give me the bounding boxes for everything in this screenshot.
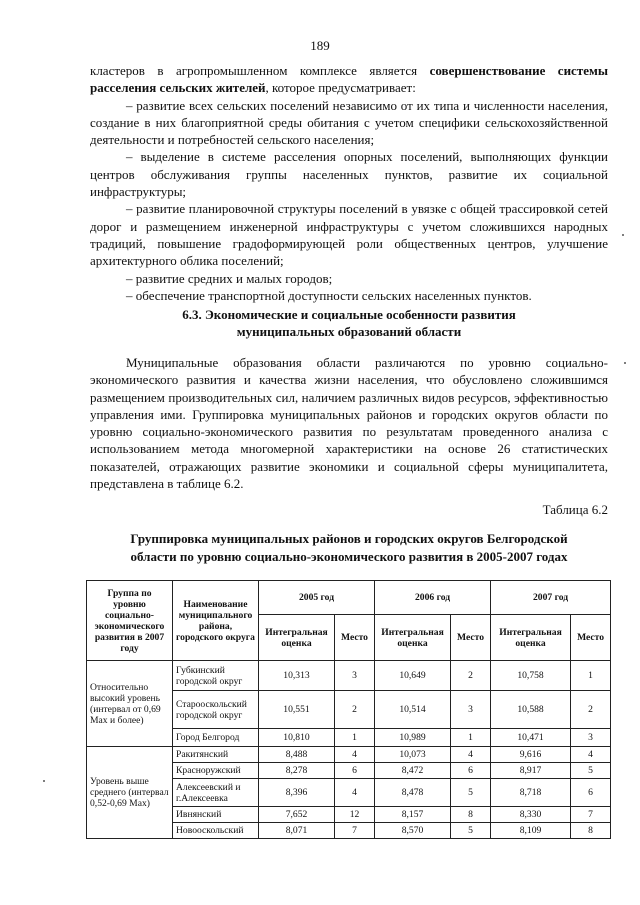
section-heading: 6.3. Экономические и социальные особенности развития муниципальных образований области [182,307,516,339]
header-2007: 2007 год [491,581,611,615]
row-name: Новооскольский [173,823,259,839]
score-2005: 10,551 [259,691,335,729]
place-2007: 2 [571,691,611,729]
score-2005: 10,313 [259,661,335,691]
place-2007: 4 [571,747,611,763]
place-2005: 12 [335,807,375,823]
table-label: Таблица 6.2 [542,502,608,517]
table-title: Группировка муниципальных районов и городских округов Белгородской области по уровню социально-экономического развития в 2005-2007 годах [130,531,568,564]
intro-paragraph: кластеров в агропромышленном комплексе является совершенствование системы расселения сельских жителей, которое предусматривает: [90,63,608,96]
place-2007: 8 [571,823,611,839]
list-item: – выделение в системе расселения опорных поселений, выполняющих функции центров обслуживания группы населенных пунктов, развитие их социальной инфраструктуры; [90,149,608,200]
header-score: Интегральная оценка [259,615,335,661]
place-2006: 1 [451,729,491,747]
header-place: Место [335,615,375,661]
score-2006: 10,649 [375,661,451,691]
header-group: Группа по уровню социально-экономического развития в 2007 году [87,581,173,661]
score-2006: 10,514 [375,691,451,729]
section-paragraph: Муниципальные образования области различаются по уровню социально-экономического развития и качества жизни населения, что обусловлено сложившимся размещением производительных сил, наличием различных видов ресурсов, эффективностью управления ими. Группировка муниципальных районов и городских округов области по уровню социально-экономического развития по результатам проведенного анализа с использованием метода многомерной характеристики на основе 26 статистических показателей, отражающих развитие экономики и социальной сферы муниципалитета, представлена в таблице 6.2. [90,355,608,492]
score-2007: 10,588 [491,691,571,729]
group-label: Уровень выше среднего (интервал 0,52-0,69 Max) [87,747,173,839]
score-2007: 10,758 [491,661,571,691]
data-table [86,580,611,839]
header-2005: 2005 год [259,581,375,615]
page-number: 189 [310,38,330,53]
list-item: – развитие планировочной структуры поселений в увязке с общей трассировкой сетей дорог и размещением инженерной инфраструктуры с учетом сложившихся народных традиций, повышение градоформирующей роли общественных центров, улучшение архитектурного облика поселений; [90,201,608,269]
place-2007: 7 [571,807,611,823]
row-name: Алексеевский и г.Алексеевка [173,779,259,807]
table-row [87,747,611,763]
score-2007: 8,718 [491,779,571,807]
score-2005: 10,810 [259,729,335,747]
score-2006: 10,073 [375,747,451,763]
score-2006: 10,989 [375,729,451,747]
place-2007: 1 [571,661,611,691]
row-name: Губкинский городской округ [173,661,259,691]
score-2005: 8,278 [259,763,335,779]
place-2006: 5 [451,779,491,807]
score-2005: 8,396 [259,779,335,807]
place-2005: 3 [335,661,375,691]
place-2007: 6 [571,779,611,807]
place-2005: 7 [335,823,375,839]
header-score: Интегральная оценка [375,615,451,661]
score-2007: 8,109 [491,823,571,839]
score-2007: 8,917 [491,763,571,779]
place-2006: 4 [451,747,491,763]
row-name: Красноружский [173,763,259,779]
row-name: Ивнянский [173,807,259,823]
place-2005: 4 [335,779,375,807]
place-2006: 3 [451,691,491,729]
place-2006: 5 [451,823,491,839]
score-2005: 8,488 [259,747,335,763]
header-2006: 2006 год [375,581,491,615]
place-2005: 6 [335,763,375,779]
scan-speck [622,234,624,236]
place-2005: 1 [335,729,375,747]
score-2005: 7,652 [259,807,335,823]
list-item: – развитие всех сельских поселений независимо от их типа и численности населения, создание в них благоприятной среды обитания с учетом специфики сельскохозяйственной деятельности и потребностей сельского населения; [90,97,608,148]
score-2007: 8,330 [491,807,571,823]
list-item: – обеспечение транспортной доступности сельских населенных пунктов. [126,287,532,303]
row-name: Город Белгород [173,729,259,747]
table-row [87,661,611,691]
score-2006: 8,472 [375,763,451,779]
place-2005: 4 [335,747,375,763]
scan-speck [43,780,45,782]
header-name: Наименование муниципального района, городского округа [173,581,259,661]
place-2007: 3 [571,729,611,747]
list-item: – развитие средних и малых городов; [126,270,333,286]
place-2005: 2 [335,691,375,729]
scan-speck [624,362,626,364]
intro-text [90,62,608,304]
row-name: Ракитянский [173,747,259,763]
place-2007: 5 [571,763,611,779]
section-text [90,354,608,492]
row-name: Старооскольский городской округ [173,691,259,729]
score-2006: 8,478 [375,779,451,807]
score-2007: 10,471 [491,729,571,747]
place-2006: 8 [451,807,491,823]
header-score: Интегральная оценка [491,615,571,661]
score-2006: 8,157 [375,807,451,823]
place-2006: 2 [451,661,491,691]
header-place: Место [451,615,491,661]
group-label: Относительно высокий уровень (интервал от 0,69 Max и более) [87,661,173,747]
bold-phrase: совершенствование системы расселения сельских жителей [90,63,608,96]
header-place: Место [571,615,611,661]
score-2007: 9,616 [491,747,571,763]
place-2006: 6 [451,763,491,779]
score-2005: 8,071 [259,823,335,839]
score-2006: 8,570 [375,823,451,839]
